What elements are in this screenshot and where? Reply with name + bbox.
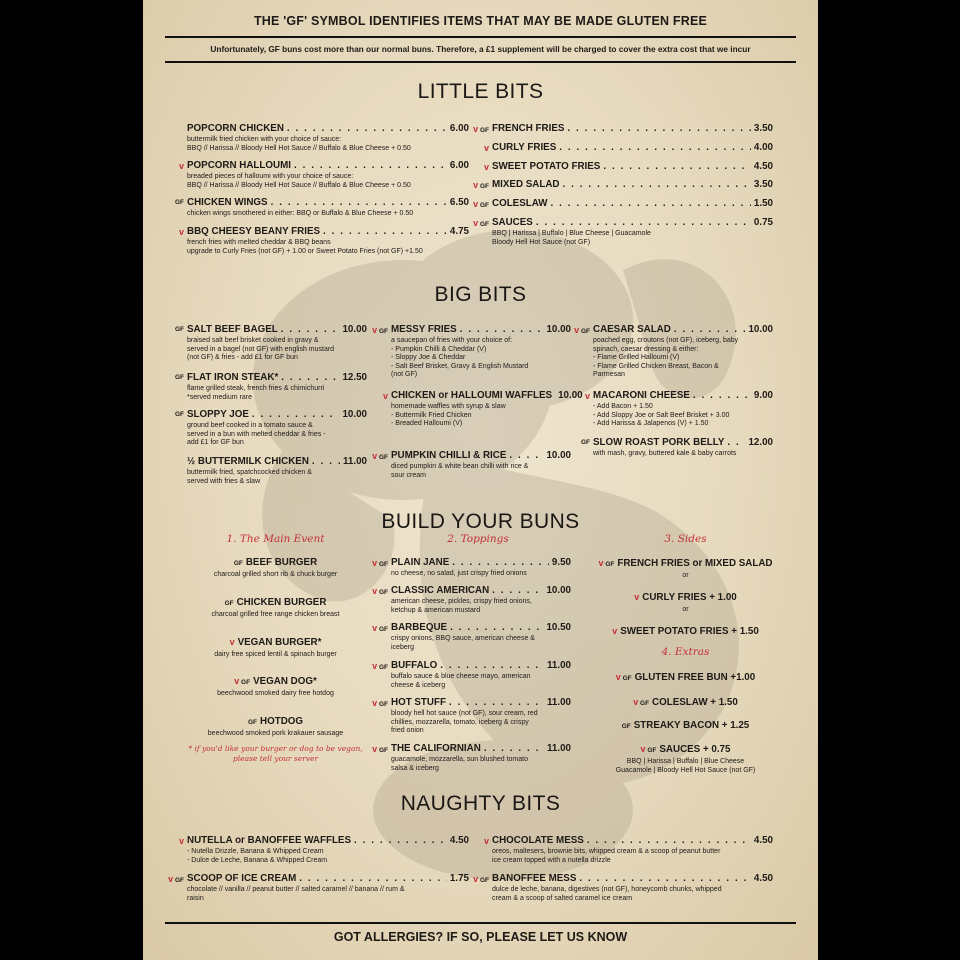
dietary-tag: v GF (372, 325, 388, 335)
menu-page (143, 0, 818, 960)
menu-item (178, 226, 469, 256)
item-name: CHICKEN WINGS (187, 197, 268, 208)
item-name: MACARONI CHEESE (593, 390, 690, 401)
item-name: NUTELLA or BANOFFEE WAFFLES (187, 835, 351, 846)
menu-item (483, 161, 773, 173)
menu-item (372, 622, 571, 652)
section-title-naughty-bits: NAUGHTY BITS (400, 792, 561, 815)
item-price: 1.75 (449, 873, 469, 884)
item-price: 4.00 (753, 142, 773, 153)
item-name: BUFFALO (391, 660, 438, 671)
menu-item (473, 873, 773, 903)
item-name: CLASSIC AMERICAN (391, 585, 490, 596)
dietary-tag: v GF (615, 672, 632, 682)
leader-dots (450, 622, 543, 634)
item-name: HOT STUFF (391, 697, 446, 708)
item-name: COLESLAW + 1.50 (652, 697, 738, 708)
dietary-tag: v (483, 162, 489, 172)
item-price: 10.00 (546, 585, 571, 596)
item-price: 10.00 (546, 450, 571, 461)
leader-dots (323, 226, 447, 238)
leader-dots (492, 585, 543, 597)
item-description: homemade waffles with syrup & slaw - Buttermilk Fried Chicken - Breaded Halloumi (V) (391, 403, 506, 428)
menu-item (382, 390, 583, 429)
leader-dots (727, 437, 745, 449)
dietary-tag: v GF (372, 451, 388, 461)
dietary-tag: v (483, 143, 489, 153)
item-name: CHICKEN or HALLOUMI WAFFLES (391, 390, 553, 401)
item-description: beechwood smoked pork krakauer sausage (207, 730, 344, 737)
leader-dots (559, 142, 751, 154)
leader-dots (287, 123, 447, 135)
sides-heading: 3. Sides (664, 533, 707, 545)
dietary-tag: v GF (473, 124, 489, 134)
item-description: flame grilled steak, french fries & chimichurri *served medium rare (187, 385, 325, 401)
item-description: diced pumpkin & white bean chilli with rice & sour cream (391, 463, 529, 479)
leader-dots (440, 660, 544, 672)
dietary-tag: GF (621, 723, 631, 730)
dietary-tag: v GF (640, 744, 657, 754)
dietary-tag: v GF (372, 623, 388, 633)
item-name: ½ BUTTERMILK CHICKEN (187, 456, 309, 467)
item-description: dairy free spiced lentil & spinach burger (214, 651, 337, 658)
item-description: bloody hell hot sauce (not GF), sour cream, red chillies, mozzarella, tomato, iceberg & crispy fried onion (391, 710, 538, 735)
item-name: SAUCES + 0.75 (659, 744, 731, 755)
dietary-tag: v (178, 227, 184, 237)
item-description: BBQ | Harissa | Buffalo | Blue Cheese | Guacamole Bloody Hell Hot Sauce (not GF) (492, 230, 651, 246)
item-name: SAUCES (492, 217, 533, 228)
item-price: 10.00 (342, 324, 367, 335)
item-name: CURLY FRIES (492, 142, 557, 153)
item-price: 10.50 (546, 622, 571, 633)
dietary-tag: v (584, 391, 590, 401)
dietary-tag: v GF (234, 676, 251, 686)
item-name: VEGAN DOG* (253, 676, 317, 687)
item-name: BANOFFEE MESS (492, 873, 577, 884)
vegan-note: * if you'd like your burger or dog to be vegan, please tell your server (188, 744, 363, 763)
menu-item (174, 324, 367, 363)
menu-item (588, 671, 783, 685)
menu-item (574, 324, 773, 380)
menu-item (372, 450, 571, 480)
item-description: - Add Bacon + 1.50 - Add Sloppy Joe or Salt Beef Brisket + 3.00 - Add Harissa & Jalapenos (V) + 1.50 (593, 403, 730, 428)
item-name: POPCORN CHICKEN (187, 123, 284, 134)
item-name: SCOOP OF ICE CREAM (187, 873, 297, 884)
leader-dots (354, 835, 447, 847)
dietary-tag: GF (174, 199, 184, 206)
item-description: braised salt beef brisket cooked in gravy & served in a bagel (not GF) with english mustard (not GF) & fries - add £1 for GF bun (187, 337, 335, 362)
item-name: SALT BEEF BAGEL (187, 324, 278, 335)
menu-item (187, 123, 469, 153)
extras-heading: 4. Extras (661, 646, 710, 658)
item-name: VEGAN BURGER* (237, 637, 322, 648)
item-description: beechwood smoked dairy free hotdog (217, 690, 334, 697)
menu-item (372, 743, 571, 773)
leader-dots (299, 873, 447, 885)
item-price: 3.50 (753, 179, 773, 190)
gf-notice-subtitle: Unfortunately, GF buns cost more than our normal buns. Therefore, a £1 supplement will be charged to cover the extra cost that we incur (210, 44, 751, 54)
menu-item (588, 720, 783, 733)
dietary-tag: GF (580, 439, 590, 446)
item-description: american cheese, pickles, crispy fried onions, ketchup & american mustard (391, 598, 532, 614)
gf-notice-title: THE 'GF' SYMBOL IDENTIFIES ITEMS THAT MAY BE MADE GLUTEN FREE (253, 14, 708, 28)
item-price: 4.50 (753, 835, 773, 846)
leader-dots (452, 557, 549, 569)
menu-item (473, 123, 773, 135)
item-price: 6.50 (449, 197, 469, 208)
dietary-tag: v GF (168, 874, 184, 884)
item-price: 11.00 (343, 456, 367, 467)
menu-item (588, 743, 783, 775)
menu-item (483, 835, 773, 865)
leader-dots (603, 161, 751, 173)
item-name: PLAIN JANE (391, 557, 450, 568)
menu-item (580, 437, 773, 459)
menu-item (183, 597, 368, 620)
section-title-little-bits: LITTLE BITS (417, 80, 544, 103)
menu-item (372, 557, 571, 579)
item-price: 0.75 (753, 217, 773, 228)
dietary-tag: v (229, 637, 235, 647)
dietary-tag: GF (247, 719, 258, 726)
leader-dots (281, 324, 340, 336)
menu-item (174, 409, 367, 448)
sides-item-curly-fries: v CURLY FRIES + 1.00 or (634, 592, 737, 613)
allergy-footer: GOT ALLERGIES? IF SO, PLEASE LET US KNOW (333, 930, 628, 944)
item-description: charcoal grilled free range chicken breast (211, 611, 340, 618)
item-name: COLESLAW (492, 198, 548, 209)
leader-dots (312, 456, 340, 468)
item-description: french fries with melted cheddar & BBQ beans upgrade to Curly Fries (not GF) + 1.00 or Sweet Potato Fries (not GF) +1.50 (187, 239, 423, 255)
dietary-tag: v GF (372, 586, 388, 596)
item-name: FLAT IRON STEAK* (187, 372, 279, 383)
dietary-tag: v GF (372, 558, 388, 568)
item-name: THE CALIFORNIAN (391, 743, 481, 754)
item-name: POPCORN HALLOUMI (187, 160, 291, 171)
leader-dots (460, 324, 544, 336)
dietary-tag: v (178, 836, 184, 846)
leader-dots (587, 835, 751, 847)
item-price: 9.00 (753, 390, 773, 401)
item-price: 10.00 (748, 324, 773, 335)
item-price: 12.50 (342, 372, 367, 383)
dietary-tag: v GF (372, 698, 388, 708)
leader-dots (563, 179, 751, 191)
item-description: chicken wings smothered in either: BBQ or Buffalo & Blue Cheese + 0.50 (187, 210, 414, 217)
item-description: guacamole, mozzarella, sun blushed tomato salsa & iceberg (391, 756, 528, 772)
item-description: buttermilk fried, spatchcocked chicken & served with fries & slaw (187, 469, 312, 485)
item-description: BBQ | Harissa | Buffalo | Blue Cheese Guacamole | Bloody Hell Hot Sauce (not GF) (615, 758, 756, 774)
item-name: MIXED SALAD (492, 179, 560, 190)
item-price: 4.50 (449, 835, 469, 846)
divider (165, 922, 796, 924)
item-price: 6.00 (449, 160, 469, 171)
sides-item-sweet-potato: v SWEET POTATO FRIES + 1.50 (612, 626, 759, 637)
item-description: no cheese, no salad, just crispy fried onions (391, 570, 527, 577)
leader-dots (536, 217, 751, 229)
item-price: 10.00 (342, 409, 367, 420)
dietary-tag: v GF (372, 744, 388, 754)
item-price: 9.50 (551, 557, 571, 568)
item-name: MESSY FRIES (391, 324, 457, 335)
menu-item (183, 716, 368, 739)
dietary-tag: GF (174, 374, 184, 381)
item-name: HOTDOG (260, 716, 304, 727)
item-description: poached egg, croutons (not GF), iceberg, baby spinach, caesar dressing & either: - Flame Grilled Halloumi (V) - Flame Grilled Chicken Breast, Bacon & Parmesan (593, 337, 739, 379)
menu-item (372, 660, 571, 690)
menu-item (183, 636, 368, 660)
item-name: CAESAR SALAD (593, 324, 671, 335)
leader-dots (252, 409, 340, 421)
menu-item (483, 142, 773, 154)
leader-dots (281, 372, 339, 384)
item-description: buffalo sauce & blue cheese mayo, american cheese & iceberg (391, 673, 531, 689)
menu-item (372, 697, 571, 736)
main-event-heading: 1. The Main Event (226, 533, 325, 545)
dietary-tag: GF (224, 600, 234, 607)
leader-dots (693, 390, 751, 402)
menu-item (473, 179, 773, 191)
menu-item (372, 585, 571, 615)
menu-item (187, 456, 367, 486)
section-title-build-your-buns: BUILD YOUR BUNS (381, 510, 580, 533)
item-description: breaded pieces of halloumi with your choice of sauce: BBQ // Harissa // Bloody Hell Hot Sauce // Buffalo & Blue Cheese + 0.50 (187, 173, 411, 189)
menu-item (473, 217, 773, 247)
menu-item (168, 873, 469, 903)
item-name: BARBEQUE (391, 622, 448, 633)
leader-dots (674, 324, 746, 336)
item-name: GLUTEN FREE BUN +1.00 (634, 672, 756, 683)
divider (165, 61, 796, 63)
leader-dots (567, 123, 751, 135)
menu-item (183, 675, 368, 699)
item-description: chocolate // vanilla // peanut butter // salted caramel // banana // rum & raisin (187, 886, 405, 902)
menu-item (372, 324, 571, 380)
leader-dots (271, 197, 447, 209)
dietary-tag: v GF (473, 218, 489, 228)
item-price: 10.00 (546, 324, 571, 335)
leader-dots (551, 198, 751, 210)
item-description: oreos, maltesers, brownie bits, whipped cream & a scoop of peanut butter ice cream topped with a nutella drizzle (492, 848, 721, 864)
leader-dots (484, 743, 544, 755)
sides-item-fries-salad: v GF FRENCH FRIES or MIXED SALAD or (598, 558, 773, 579)
leader-dots (509, 450, 543, 462)
menu-item (178, 835, 469, 865)
item-description: ground beef cooked in a tomato sauce & served in a bun with melted cheddar & fries - add £1 for GF bun (187, 422, 326, 447)
dietary-tag: GF (233, 560, 243, 567)
leader-dots (449, 697, 544, 709)
divider (165, 36, 796, 38)
item-price: 10.00 (558, 390, 583, 401)
item-price: 1.50 (753, 198, 773, 209)
dietary-tag: v (178, 161, 184, 171)
item-name: BEEF BURGER (245, 557, 318, 568)
item-description: with mash, gravy, buttered kale & baby carrots (593, 450, 737, 457)
menu-item (174, 197, 469, 219)
dietary-tag: v GF (473, 874, 489, 884)
dietary-tag: GF (174, 326, 184, 333)
item-description: a saucepan of fries with your choice of: - Pumpkin Chilli & Cheddar (V) - Sloppy Joe & Cheddar - Salt Beef Brisket, Gravy & English Mustard (not GF) (391, 337, 529, 379)
menu-item (473, 198, 773, 210)
item-price: 11.00 (547, 660, 571, 671)
item-description: crispy onions, BBQ sauce, american cheese & iceberg (391, 635, 535, 651)
dietary-tag: v GF (372, 661, 388, 671)
item-price: 4.50 (753, 161, 773, 172)
menu-item (588, 696, 783, 710)
item-price: 4.50 (753, 873, 773, 884)
section-title-big-bits: BIG BITS (434, 283, 527, 306)
item-name: FRENCH FRIES (492, 123, 565, 134)
item-price: 12.00 (748, 437, 773, 448)
item-description: buttermilk fried chicken with your choice of sauce: BBQ // Harissa // Bloody Hell Hot Sauce // Buffalo & Blue Cheese + 0.50 (187, 136, 411, 152)
leader-dots (579, 873, 751, 885)
item-name: PUMPKIN CHILLI & RICE (391, 450, 507, 461)
item-name: SWEET POTATO FRIES (492, 161, 601, 172)
item-name: CHOCOLATE MESS (492, 835, 584, 846)
dietary-tag: GF (174, 411, 184, 418)
dietary-tag: v GF (473, 199, 489, 209)
item-price: 6.00 (449, 123, 469, 134)
dietary-tag: v GF (633, 697, 650, 707)
dietary-tag: v GF (473, 180, 489, 190)
dietary-tag: v (483, 836, 489, 846)
menu-item (183, 557, 368, 580)
item-description: dulce de leche, banana, digestives (not GF), honeycomb chunks, whipped cream & a scoop of salted caramel ice cream (492, 886, 722, 902)
dietary-tag: v (382, 391, 388, 401)
item-description: charcoal grilled short rib & chuck burger (213, 571, 338, 578)
item-price: 4.75 (449, 226, 469, 237)
toppings-heading: 2. Toppings (447, 533, 509, 545)
item-name: CHICKEN BURGER (236, 597, 327, 608)
item-name: SLOW ROAST PORK BELLY (593, 437, 725, 448)
item-price: 11.00 (547, 697, 571, 708)
item-name: BBQ CHEESY BEANY FRIES (187, 226, 321, 237)
item-name: STREAKY BACON + 1.25 (633, 720, 750, 731)
item-name: SLOPPY JOE (187, 409, 249, 420)
dietary-tag: v GF (574, 325, 590, 335)
menu-item (174, 372, 367, 402)
item-description: - Nutella Drizzle, Banana & Whipped Cream - Dulce de Leche, Banana & Whipped Cream (187, 848, 328, 864)
item-price: 11.00 (547, 743, 571, 754)
menu-item (584, 390, 773, 429)
menu-item (178, 160, 469, 190)
item-price: 3.50 (753, 123, 773, 134)
leader-dots (294, 160, 447, 172)
